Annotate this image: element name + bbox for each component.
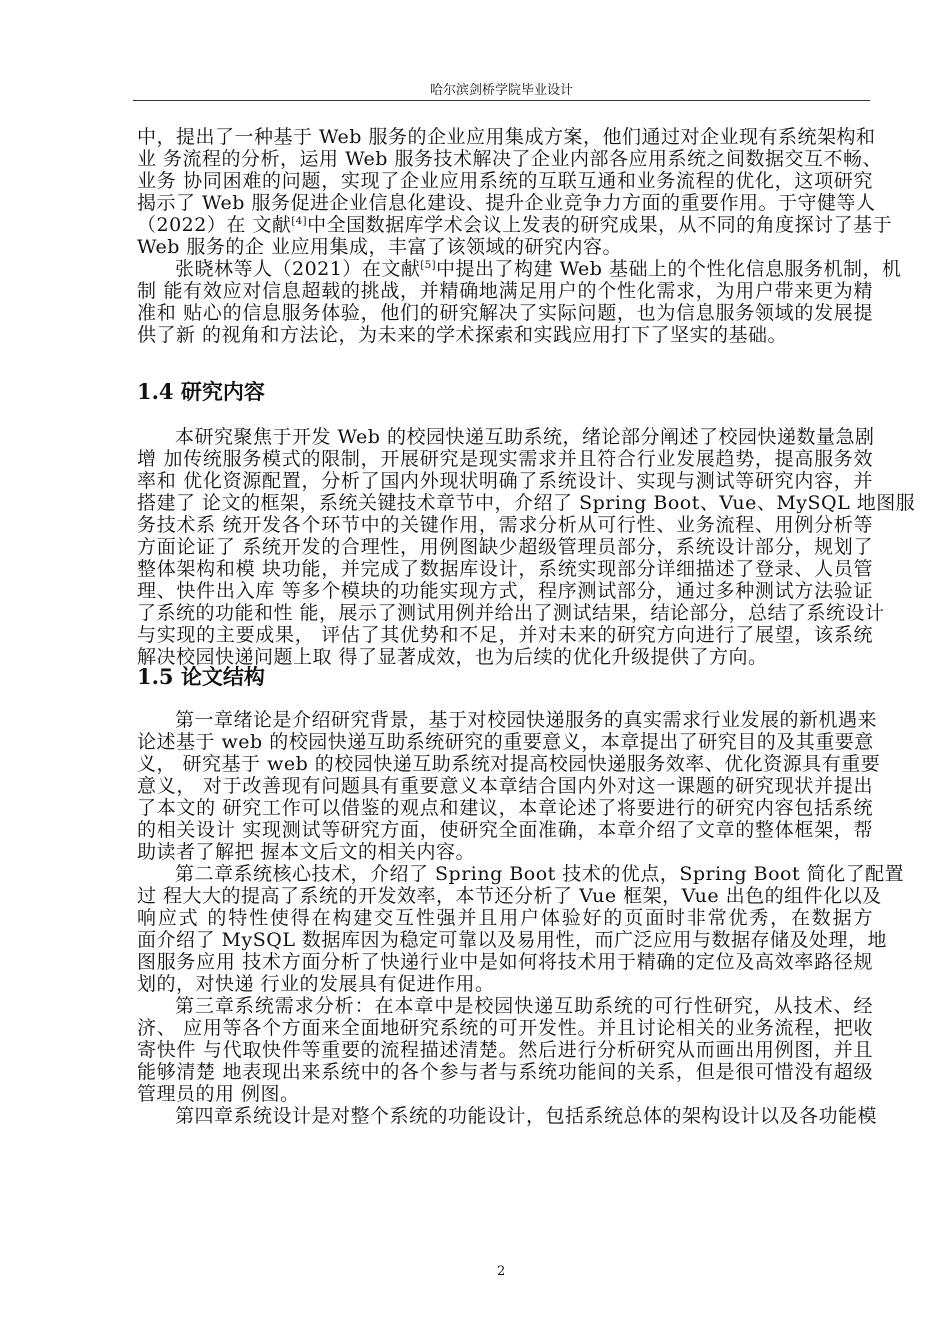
line-text: （2022）在 文献 (137, 214, 292, 236)
paragraph-line: 济、 应用等各个方面来全面地研究系统的可开发性。并且讨论相关的业务流程，把收 (137, 1017, 873, 1039)
paragraph-line: 意义， 对于改善现有问题具有重要意义本章结合国内外对这一课题的研究现状并提出 (137, 775, 873, 797)
paragraph-line: 划的，对快递 行业的发展具有促进作用。 (137, 973, 495, 995)
paragraph-line: 第三章系统需求分析：在本章中是校园快递互助系统的可行性研究，从技术、经 (175, 995, 873, 1017)
paragraph-line: 制 能有效应对信息超载的挑战，并精确地满足用户的个性化需求，为用户带来更为精 (137, 280, 873, 302)
paragraph-line: 本研究聚焦于开发 Web 的校园快递互助系统，绪论部分阐述了校园快递数量急剧 (175, 426, 875, 448)
paragraph-line: 解决校园快递问题上取 得了显著成效，也为后续的优化升级提供了方向。 (137, 646, 768, 668)
paragraph-line: 第一章绪论是介绍研究背景，基于对校园快递服务的真实需求行业发展的新机遇来 (175, 709, 878, 731)
line-text: 张晓林等人（2021）在文献 (175, 258, 421, 280)
paragraph-line: 中，提出了一种基于 Web 服务的企业应用集成方案，他们通过对企业现有系统架构和 (137, 126, 876, 148)
text-block-thesis-structure (137, 709, 905, 1127)
paragraph-line: 管理员的用 例图。 (137, 1083, 300, 1105)
paragraph-line: 图服务应用 技术方面分析了快递行业中是如何将技术用于精确的定位及高效率路径规 (137, 951, 873, 973)
line-text: 中提出了构建 Web 基础上的个性化信息服务机制，机 (436, 258, 902, 280)
paragraph-line: 业务 协同困难的问题，实现了企业应用系统的互联互通和业务流程的优化，这项研究 (137, 170, 873, 192)
paragraph-line: 了本文的 研究工作可以借鉴的观点和建议，本章论述了将要进行的研究内容包括系统 (137, 797, 873, 819)
paragraph-line: 第四章系统设计是对整个系统的功能设计，包括系统总体的架构设计以及各功能模 (175, 1105, 878, 1127)
text-block-research-content (137, 426, 916, 668)
paragraph-line: 增 加传统服务模式的限制，开展研究是现实需求并且符合行业发展趋势，提高服务效 (137, 448, 873, 470)
section-heading-1-5: 1.5 论文结构 (137, 664, 265, 689)
paragraph-line: 能够清楚 地表现出来系统中的各个参与者与系统功能间的关系，但是很可惜没有超级 (137, 1061, 873, 1083)
paragraph-line: 务技术系 统开发各个环节中的关键作用，需求分析从可行性、业务流程、用例分析等 (137, 514, 873, 536)
paragraph-line: 第二章系统核心技术，介绍了 Spring Boot 技术的优点，Spring Boot 简化了配置 (175, 863, 905, 885)
paragraph-line: 的相关设计 实现测试等研究方面，使研究全面准确，本章介绍了文章的整体框架，帮 (137, 819, 873, 841)
header-divider (133, 100, 870, 101)
paragraph-line: 搭建了 论文的框架，系统关键技术章节中，介绍了 Spring Boot、Vue、MySQL 地图服 (137, 492, 916, 514)
line-text: 中全国数据库学术会议上发表的研究成果，从不同的角度探讨了基于 (307, 214, 893, 236)
paragraph-line: 业 务流程的分析，运用 Web 服务技术解决了企业内部各应用系统之间数据交互不畅、 (137, 148, 883, 170)
paragraph-line: 了系统的功能和性 能，展示了测试用例并给出了测试结果，结论部分，总结了系统设计 (137, 602, 885, 624)
paragraph-line: 率和 优化资源配置，分析了国内外现状明确了系统设计、实现与测试等研究内容，并 (137, 470, 873, 492)
paragraph-line: 供了新 的视角和方法论，为未来的学术探索和实践应用打下了坚实的基础。 (137, 324, 788, 346)
page-header-title: 哈尔滨剑桥学院毕业设计 (429, 83, 573, 98)
paragraph-line: 寄快件 与代取快件等重要的流程描述清楚。然后进行分析研究从而画出用例图，并且 (137, 1039, 873, 1061)
paragraph-line: 理、快件出入库 等多个模块的功能实现方式，程序测试部分，通过多种测试方法验证 (137, 580, 873, 602)
paragraph-line: 与实现的主要成果， 评估了其优势和不足，并对未来的研究方向进行了展望，该系统 (137, 624, 873, 646)
paragraph-line: 准和 贴心的信息服务体验，他们的研究解决了实际问题，也为信息服务领域的发展提 (137, 302, 873, 324)
paragraph-line: 义， 研究基于 web 的校园快递互助系统对提高校园快递服务效率、优化资源具有重要 (137, 753, 881, 775)
paragraph-line: 面介绍了 MySQL 数据库因为稳定可靠以及易用性，而广泛应用与数据存储及处理，地 (137, 929, 887, 951)
section-heading-1-4: 1.4 研究内容 (137, 379, 265, 404)
paragraph-line: 整体架构和模 块功能，并完成了数据库设计，系统实现部分详细描述了登录、人员管 (137, 558, 873, 580)
paragraph-line: Web 服务的企 业应用集成，丰富了该领域的研究内容。 (137, 236, 622, 258)
paragraph-line: 论述基于 web 的校园快递互助系统研究的重要意义，本章提出了研究目的及其重要意 (137, 731, 874, 753)
paragraph-line: 响应式 的特性使得在构建交互性强并且用户体验好的页面时非常优秀，在数据方 (137, 907, 873, 929)
paragraph-line: 助读者了解把 握本文后文的相关内容。 (137, 841, 476, 863)
paragraph-line: 揭示了 Web 服务促进企业信息化建设、提升企业竞争力方面的重要作用。于守健等人 (137, 192, 876, 214)
paragraph-line (137, 258, 902, 280)
citation-superscript: [4] (291, 216, 308, 227)
citation-superscript: [5] (420, 260, 437, 271)
text-block-intro (137, 126, 902, 346)
page-number: 2 (497, 1264, 506, 1279)
paragraph-line (137, 214, 893, 236)
paragraph-line: 过 程大大的提高了系统的开发效率，本节还分析了 Vue 框架，Vue 出色的组件化以及 (137, 885, 882, 907)
paragraph-line: 方面论证了 系统开发的合理性，用例图缺少超级管理员部分，系统设计部分，规划了 (137, 536, 873, 558)
